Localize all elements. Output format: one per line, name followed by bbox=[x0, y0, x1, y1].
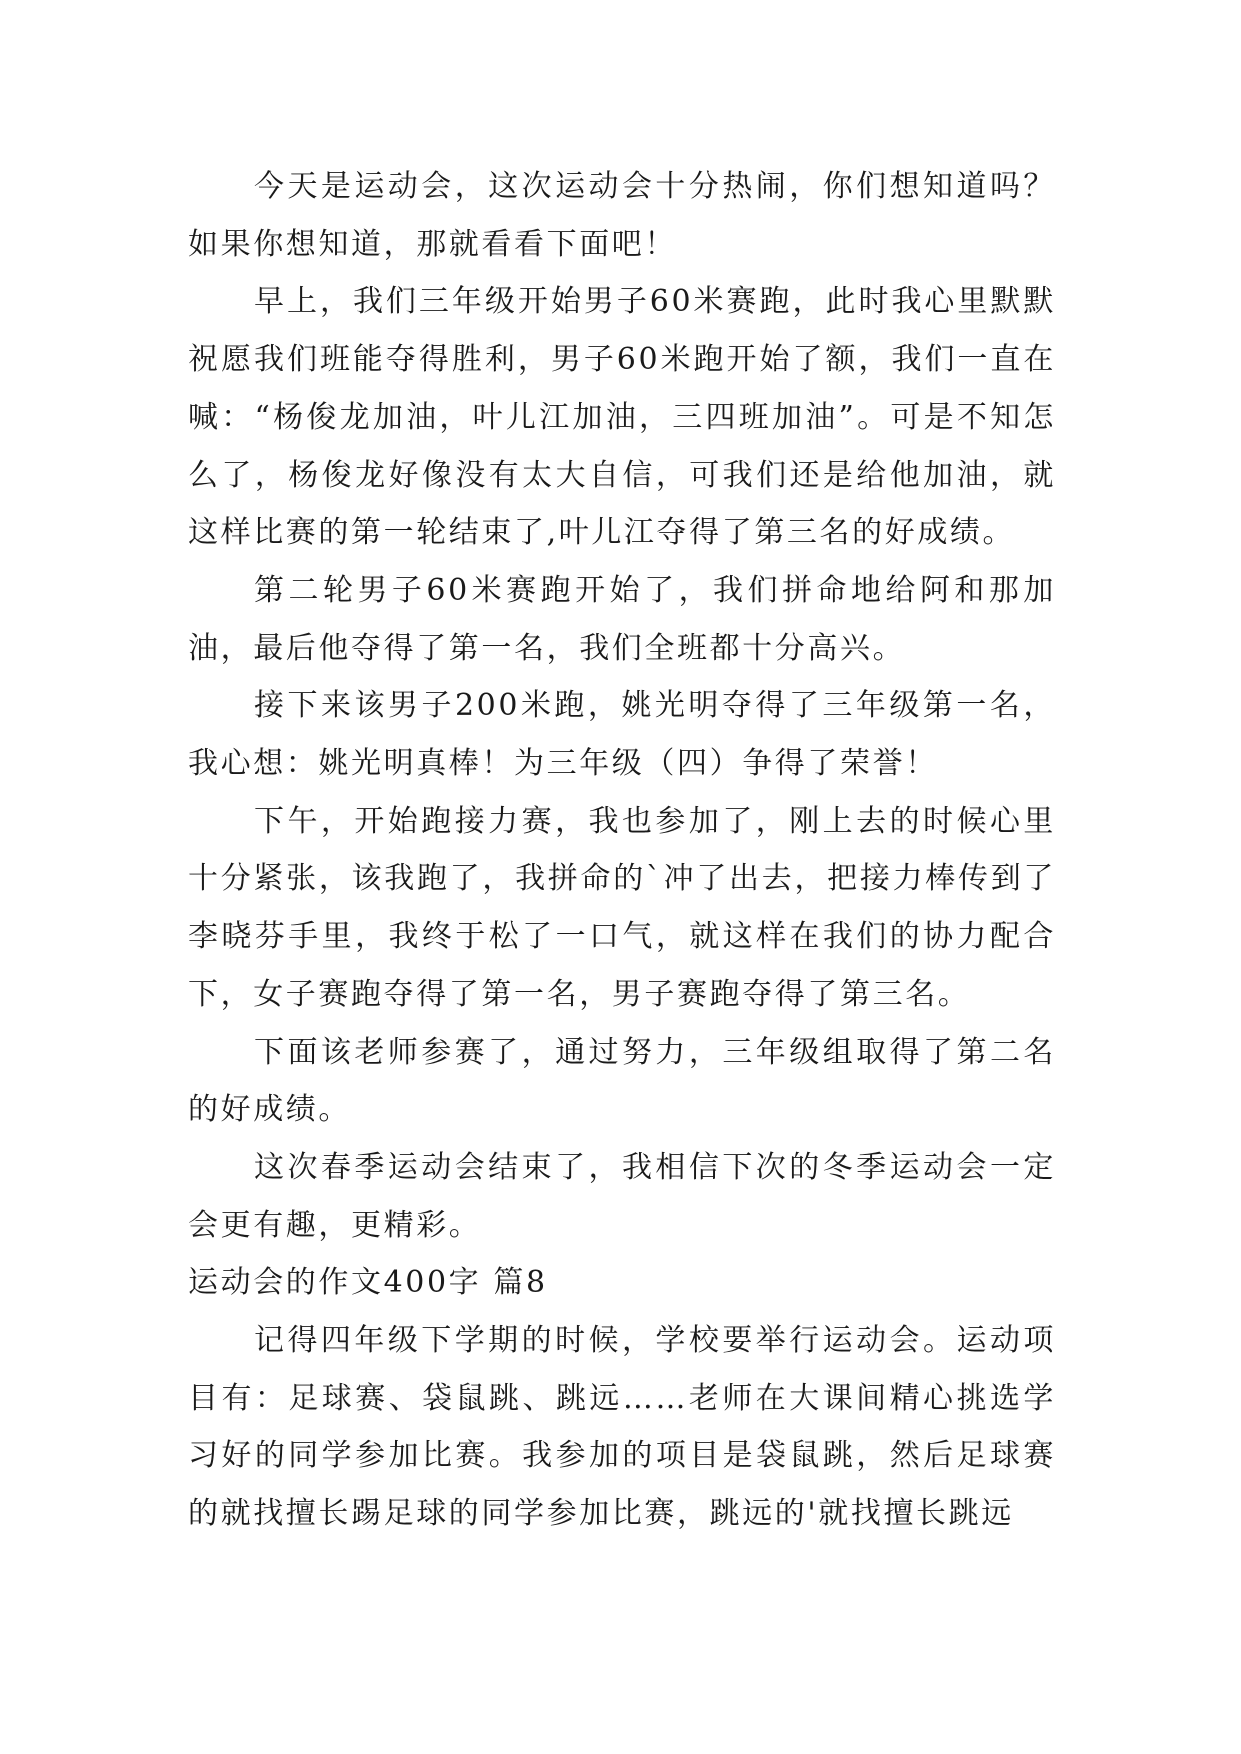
paragraph: 早上，我们三年级开始男子60米赛跑，此时我心里默默祝愿我们班能夺得胜利，男子60米跑开始了额，我们一直在喊：“杨俊龙加油，叶儿江加油，三四班加油”。可是不知怎么了，杨俊龙好像没有太大自信，可我们还是给他加油，就这样比赛的第一轮结束了,叶儿江夺得了第三名的好成绩。 bbox=[188, 284, 1056, 551]
section-heading: 运动会的作文400字 篇8 bbox=[188, 1265, 548, 1301]
document-body bbox=[188, 158, 1056, 1543]
paragraph: 这次春季运动会结束了，我相信下次的冬季运动会一定会更有趣，更精彩。 bbox=[188, 1149, 1056, 1243]
paragraph: 今天是运动会，这次运动会十分热闹，你们想知道吗？如果你想知道，那就看看下面吧！ bbox=[188, 169, 1056, 262]
paragraph: 下午，开始跑接力赛，我也参加了，刚上去的时候心里十分紧张，该我跑了，我拼命的`冲了出去，把接力棒传到了李晓芬手里，我终于松了一口气，就这样在我们的协力配合下，女子赛跑夺得了第一名，男子赛跑夺得了第三名。 bbox=[188, 803, 1056, 1012]
paragraph: 接下来该男子200米跑，姚光明夺得了三年级第一名，我心想：姚光明真棒！为三年级（四）争得了荣誉！ bbox=[188, 688, 1056, 782]
paragraph: 记得四年级下学期的时候，学校要举行运动会。运动项目有：足球赛、袋鼠跳、跳远……老师在大课间精心挑选学习好的同学参加比赛。我参加的项目是袋鼠跳，然后足球赛的就找擅长踢足球的同学参加比赛，跳远的'就找擅长跳远 bbox=[188, 1323, 1056, 1532]
paragraph: 下面该老师参赛了，通过努力，三年级组取得了第二名的好成绩。 bbox=[188, 1034, 1056, 1128]
paragraph: 第二轮男子60米赛跑开始了，我们拼命地给阿和那加油，最后他夺得了第一名，我们全班都十分高兴。 bbox=[188, 572, 1056, 666]
